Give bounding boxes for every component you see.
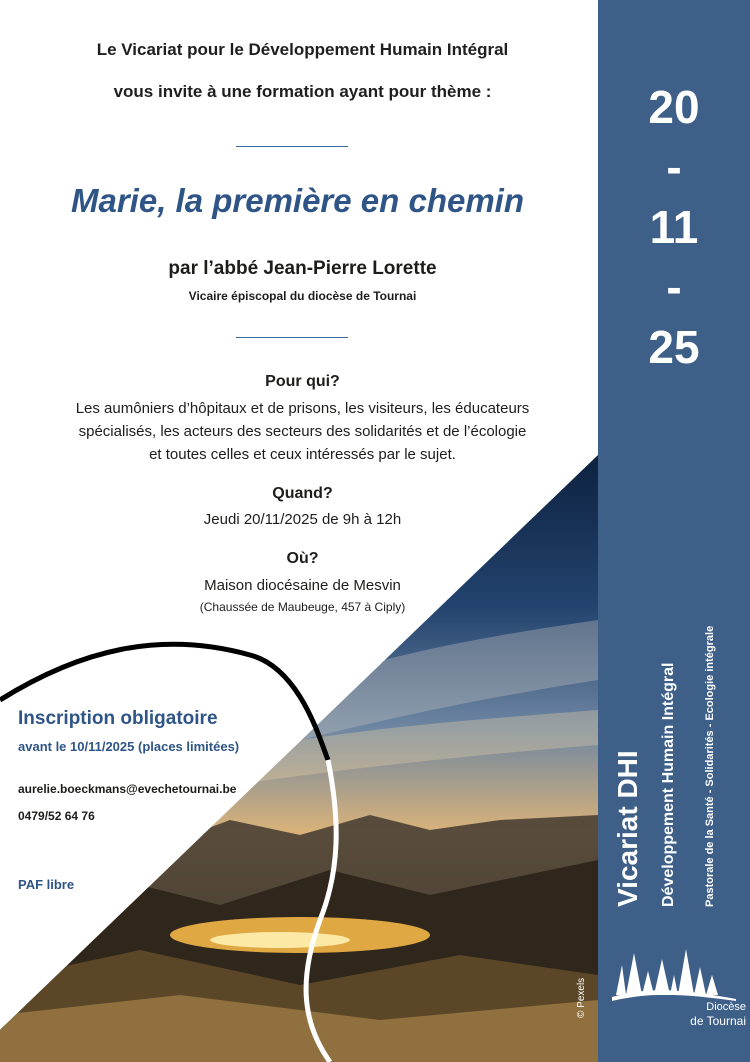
date-separator-2: - <box>666 261 682 313</box>
where-heading: Où? <box>286 550 319 567</box>
divider-top <box>236 146 348 147</box>
date-separator-1: - <box>666 141 682 193</box>
speaker-name: par l’abbé Jean-Pierre Lorette <box>168 258 437 279</box>
contact-email[interactable]: aurelie.boeckmans@evechetournai.be <box>18 782 237 796</box>
date-year: 25 <box>648 321 700 373</box>
date-month: 11 <box>649 201 699 253</box>
who-line-3: et toutes celles et ceux intéressés par le sujet. <box>149 446 456 463</box>
registration-deadline: avant le 10/11/2025 (places limitées) <box>18 739 240 754</box>
sidebar-full-name: Développement Humain Intégral <box>660 662 677 907</box>
diocese-logo-icon <box>612 945 738 1005</box>
where-address: (Chaussée de Maubeuge, 457 à Ciply) <box>199 600 406 614</box>
photo-credit: © Pexels <box>576 977 587 1018</box>
event-title: Marie, la première en chemin <box>70 182 525 219</box>
contact-phone[interactable]: 0479/52 64 76 <box>18 809 95 823</box>
registration-title: Inscription obligatoire <box>18 708 218 729</box>
paf-label: PAF libre <box>18 877 75 892</box>
logo-line-2: de Tournai <box>690 1014 746 1028</box>
who-line-2: spécialisés, les acteurs des secteurs des solidarités et de l’écologie <box>78 423 527 440</box>
divider-bottom <box>236 337 348 338</box>
speaker-role: Vicaire épiscopal du diocèse de Tournai <box>188 289 417 303</box>
when-text: Jeudi 20/11/2025 de 9h à 12h <box>203 511 402 528</box>
logo-line-1: Diocèse <box>706 1001 746 1013</box>
who-line-1: Les aumôniers d’hôpitaux et de prisons, les visiteurs, les éducateurs <box>75 400 530 417</box>
where-place: Maison diocésaine de Mesvin <box>204 577 401 594</box>
date-day: 20 <box>648 81 700 133</box>
sidebar-tagline: Pastorale de la Santé - Solidarités - Ecologie intégrale <box>704 625 716 907</box>
intro-line-2: vous invite à une formation ayant pour thème : <box>113 82 492 101</box>
who-heading: Pour qui? <box>265 373 340 390</box>
when-heading: Quand? <box>272 485 333 502</box>
sidebar-name: Vicariat DHI <box>612 750 643 907</box>
intro-line-1: Le Vicariat pour le Développement Humain Intégral <box>96 40 509 59</box>
